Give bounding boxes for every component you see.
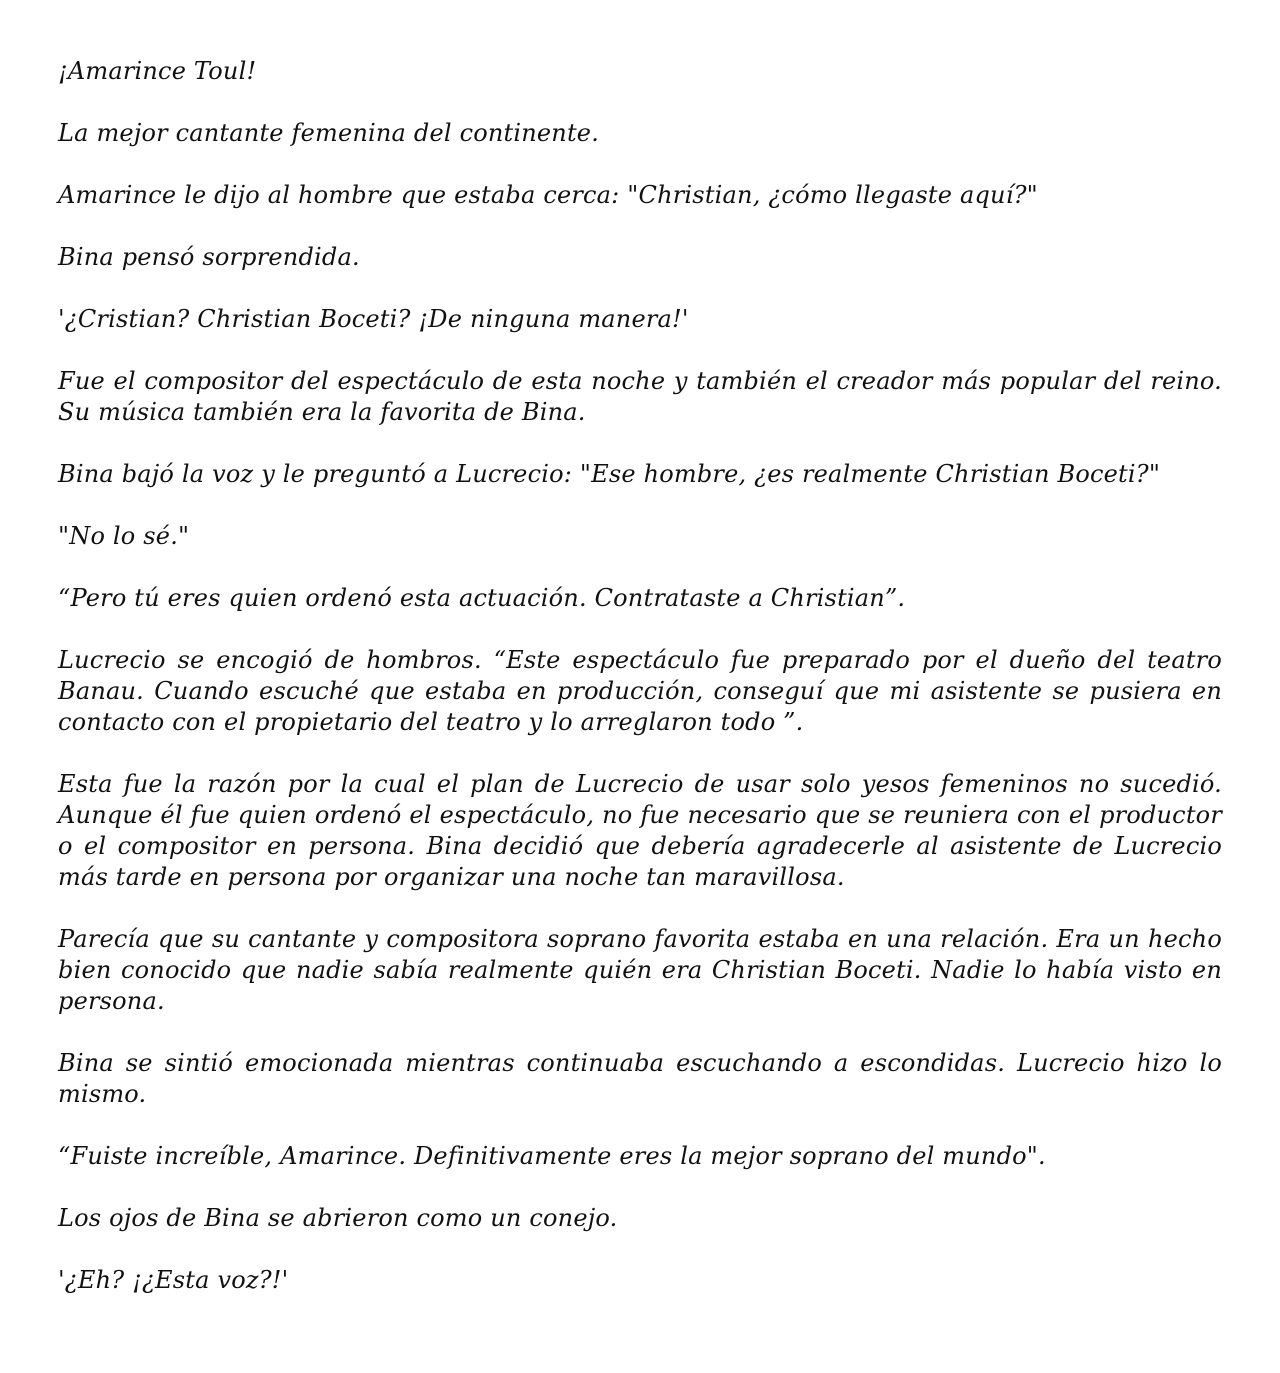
paragraph-11: Esta fue la razón por la cual el plan de Lucrecio de usar solo yesos femeninos no sucedió. Aunque él fue quien ordenó el espectáculo, no fue necesario que se reuniera con el productor o el compositor en persona. Bina decidió que debería agradecerle al asistente de Lucrecio más tarde en persona por organizar una noche tan maravillosa. <box>58 770 1222 891</box>
paragraph-4: Bina pensó sorprendida. <box>58 243 360 271</box>
paragraph-15: Los ojos de Bina se abrieron como un conejo. <box>58 1204 618 1232</box>
document-body <box>58 56 1222 1296</box>
paragraph-12: Parecía que su cantante y compositora soprano favorita estaba en una relación. Era un hecho bien conocido que nadie sabía realmente quién era Christian Boceti. Nadie lo había visto en persona. <box>58 925 1222 1015</box>
paragraph-9: “Pero tú eres quien ordenó esta actuación. Contrataste a Christian”. <box>58 584 906 612</box>
paragraph-8: "No lo sé." <box>58 522 190 550</box>
paragraph-10: Lucrecio se encogió de hombros. “Este espectáculo fue preparado por el dueño del teatro Banau. Cuando escuché que estaba en producción, conseguí que mi asistente se pusiera en contacto con el propietario del teatro y lo arreglaron todo ”. <box>58 646 1222 736</box>
paragraph-14: “Fuiste increíble, Amarince. Definitivamente eres la mejor soprano del mundo". <box>58 1142 1046 1170</box>
paragraph-3: Amarince le dijo al hombre que estaba cerca: "Christian, ¿cómo llegaste aquí?" <box>58 181 1038 209</box>
paragraph-1: ¡Amarince Toul! <box>58 57 257 85</box>
paragraph-7: Bina bajó la voz y le preguntó a Lucrecio: "Ese hombre, ¿es realmente Christian Boceti?" <box>58 460 1161 488</box>
paragraph-5: '¿Cristian? Christian Boceti? ¡De ninguna manera!' <box>58 305 689 333</box>
paragraph-16: '¿Eh? ¡¿Esta voz?!' <box>58 1266 289 1294</box>
paragraph-6: Fue el compositor del espectáculo de esta noche y también el creador más popular del reino. Su música también era la favorita de Bina. <box>58 367 1222 426</box>
paragraph-13: Bina se sintió emocionada mientras continuaba escuchando a escondidas. Lucrecio hizo lo mismo. <box>58 1049 1222 1108</box>
paragraph-2: La mejor cantante femenina del continente. <box>58 119 600 147</box>
